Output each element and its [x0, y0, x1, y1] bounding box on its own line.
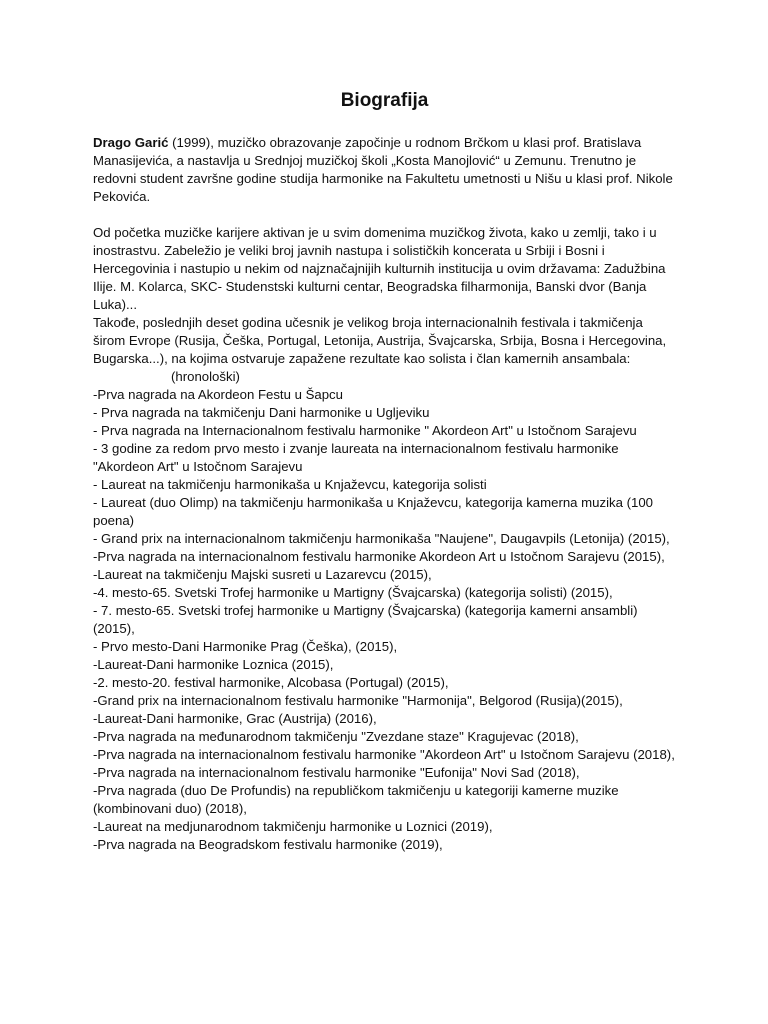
award-item: - Prva nagrada na Internacionalnom festivalu harmonike " Akordeon Art" u Istočnom Sarajevu: [93, 423, 637, 438]
award-item: - Laureat (duo Olimp) na takmičenju harmonikaša u Knjaževcu, kategorija kamerna muzika (100 poena): [93, 495, 654, 528]
award-item: -Prva nagrada (duo De Profundis) na republičkom takmičenju u kategoriji kamerne muzike (kombinovani duo) (2018),: [93, 783, 619, 816]
award-item: - 7. mesto-65. Svetski trofej harmonike u Martigny (Švajcarska) (kategorija kamerni ansambli) (2015),: [93, 603, 638, 636]
intro-text: (1999), muzičko obrazovanje započinje u rodnom Brčkom u klasi prof. Bratislava Manasijevića, a nastavlja u Srednjoj muzičkoj školi „Kosta Manojlović“ u Zemunu. Trenutno je redovni student završne godine studija harmonike na Fakultetu umetnosti u Nišu u klasi prof. Nikole Pekovića.: [93, 135, 673, 204]
career-paragraph: Od početka muzičke karijere aktivan je u svim domenima muzičkog života, kako u zemlji, tako i u inostrastvu. Zabeležio je veliki broj javnih nastupa i solističkih koncerata u Srbiji i Bosni i Hercegovinia i nastupio u nekim od najznačajnijih kulturnih institucija u ovim državama: Zadužbina Ilije. M. Kolarca, SKC- Studenstski kulturni centar, Beogradska filharmonija, Banski dvor (Banja Luka)...: [93, 225, 666, 312]
award-item: -Prva nagrada na Beogradskom festivalu harmonike (2019),: [93, 837, 443, 852]
award-item: -Prva nagrada na internacionalnom festivalu harmonike "Eufonija" Novi Sad (2018),: [93, 765, 580, 780]
chronological-note: (hronološki): [171, 369, 240, 384]
award-item: - Prva nagrada na takmičenju Dani harmonike u Ugljeviku: [93, 405, 430, 420]
award-item: - 3 godine za redom prvo mesto i zvanje laureata na internacionalnom festivalu harmonike "Akordeon Art" u Istočnom Sarajevu: [93, 441, 619, 474]
paragraph-gap: [93, 206, 676, 224]
award-item: -Prva nagrada na međunarodnom takmičenju "Zvezdane staze" Kragujevac (2018),: [93, 729, 579, 744]
award-item: - Prvo mesto-Dani Harmonike Prag (Češka), (2015),: [93, 639, 398, 654]
award-item: -Prva nagrada na internacionalnom festivalu harmonike "Akordeon Art" u Istočnom Sarajevu (2018),: [93, 747, 675, 762]
award-item: -4. mesto-65. Svetski Trofej harmonike u Martigny (Švajcarska) (kategorija solisti) (2015),: [93, 585, 613, 600]
award-item: - Grand prix na internacionalnom takmičenju harmonikaša "Naujene", Daugavpils (Letonija) (2015),: [93, 531, 670, 546]
award-item: -Laureat-Dani harmonike, Grac (Austrija) (2016),: [93, 711, 377, 726]
award-item: -Prva nagrada na internacionalnom festivalu harmonike Akordeon Art u Istočnom Sarajevu (2015),: [93, 549, 665, 564]
award-item: -Grand prix na internacionalnom festivalu harmonike "Harmonija", Belgorod (Rusija)(2015),: [93, 693, 623, 708]
artist-name: Drago Garić: [93, 135, 169, 150]
award-item: -Prva nagrada na Akordeon Festu u Šapcu: [93, 387, 343, 402]
award-item: -Laureat-Dani harmonike Loznica (2015),: [93, 657, 334, 672]
award-item: -2. mesto-20. festival harmonike, Alcobasa (Portugal) (2015),: [93, 675, 449, 690]
page-title: Biografija: [340, 90, 429, 111]
festivals-paragraph: Takođe, poslednjih deset godina učesnik je velikog broja internacionalnih festivala i takmičenja širom Evrope (Rusija, Češka, Portugal, Letonija, Austrija, Švajcarska, Srbija, Bosna i Hercegovina, Bugarska...), na kojima ostvaruje zapažene rezultate kao solista i član kamernih ansambala:: [93, 315, 667, 366]
intro-paragraph: [93, 134, 676, 206]
award-item: - Laureat na takmičenju harmonikaša u Knjaževcu, kategorija solisti: [93, 477, 487, 492]
award-item: -Laureat na medjunarodnom takmičenju harmonike u Loznici (2019),: [93, 819, 493, 834]
award-item: -Laureat na takmičenju Majski susreti u Lazarevcu (2015),: [93, 567, 432, 582]
awards-list: [93, 386, 676, 854]
